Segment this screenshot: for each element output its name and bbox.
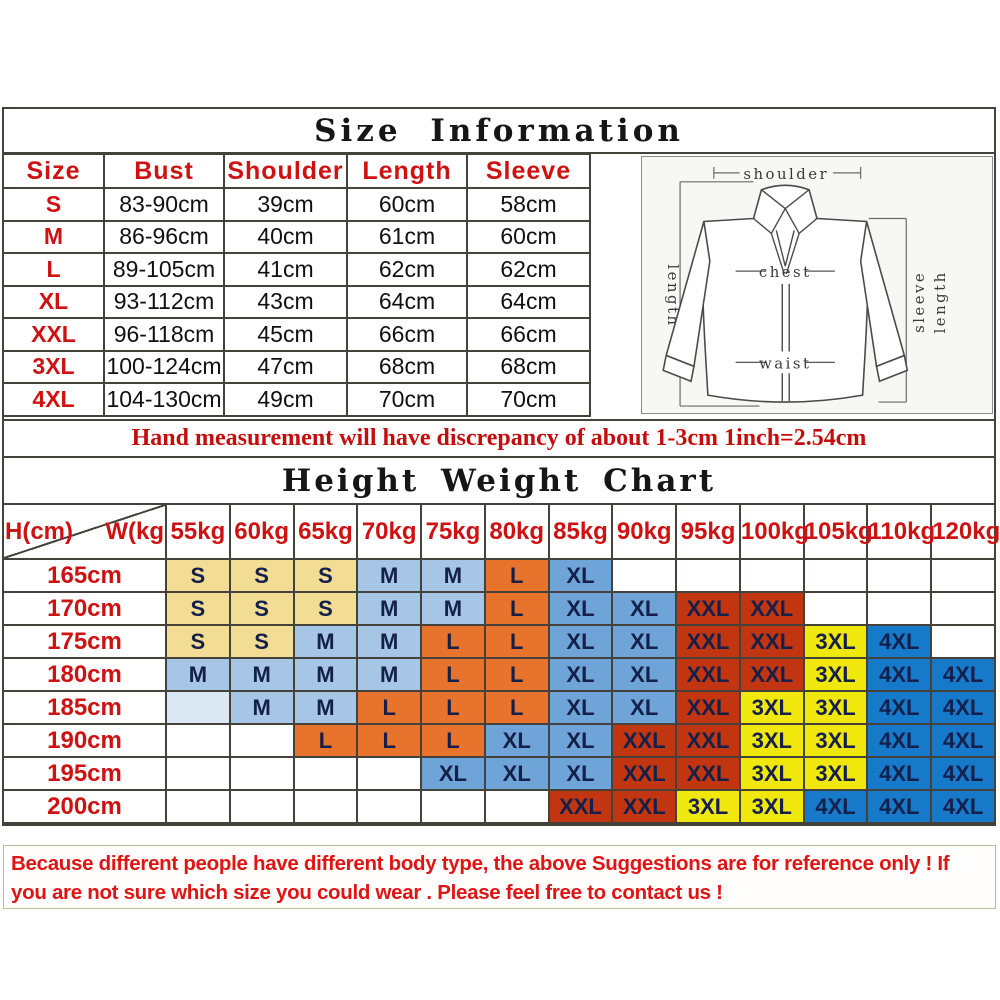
size-cell: 96-118cm (104, 318, 224, 351)
hw-row-label: 190cm (3, 724, 166, 757)
hw-cell: L (485, 625, 549, 658)
hw-cell: 4XL (867, 790, 931, 823)
hw-cell: XXL (612, 757, 676, 790)
hw-cell: 4XL (931, 790, 995, 823)
hw-cell: L (357, 691, 421, 724)
hw-cell (357, 757, 421, 790)
size-row-label: S (3, 188, 104, 221)
hw-cell: 3XL (804, 658, 868, 691)
size-cell: 58cm (467, 188, 590, 221)
hw-row-label: 175cm (3, 625, 166, 658)
hw-cell: XXL (549, 790, 613, 823)
size-table-row (3, 318, 590, 351)
hw-row-label: 200cm (3, 790, 166, 823)
hw-col-header: 110kg (867, 504, 931, 559)
hw-col-header: 95kg (676, 504, 740, 559)
size-cell: 86-96cm (104, 221, 224, 254)
size-cell: 49cm (224, 383, 347, 416)
size-cell: 89-105cm (104, 253, 224, 286)
size-table-row (3, 383, 590, 416)
size-table-body (3, 188, 590, 416)
size-cell: 68cm (467, 351, 590, 384)
hw-cell (804, 592, 868, 625)
hw-cell (166, 691, 230, 724)
hw-cell (740, 559, 804, 592)
hw-cell: S (166, 592, 230, 625)
footer-disclaimer (3, 845, 996, 909)
size-cell: 62cm (467, 253, 590, 286)
size-cell: 60cm (347, 188, 467, 221)
size-row-label: XL (3, 286, 104, 319)
hw-cell (485, 790, 549, 823)
hw-cell: M (357, 625, 421, 658)
size-cell: 45cm (224, 318, 347, 351)
hw-cell: XL (612, 691, 676, 724)
hw-cell: XL (485, 724, 549, 757)
hw-cell: M (357, 559, 421, 592)
hw-cell: XL (421, 757, 485, 790)
hw-row (3, 757, 995, 790)
hw-cell (867, 559, 931, 592)
hw-col-header: 65kg (294, 504, 358, 559)
size-cell: 83-90cm (104, 188, 224, 221)
hw-cell: 3XL (740, 757, 804, 790)
size-col-header: Sleeve (467, 154, 590, 188)
hw-row-label: 165cm (3, 559, 166, 592)
size-table-row (3, 351, 590, 384)
hw-cell (166, 724, 230, 757)
hw-cell: 3XL (676, 790, 740, 823)
size-col-header: Bust (104, 154, 224, 188)
hw-col-header: 120kg (931, 504, 995, 559)
hw-row-label: 180cm (3, 658, 166, 691)
size-cell: 41cm (224, 253, 347, 286)
hw-row (3, 559, 995, 592)
hw-cell: M (294, 625, 358, 658)
hw-cell (294, 790, 358, 823)
hw-cell: 4XL (867, 757, 931, 790)
size-cell: 47cm (224, 351, 347, 384)
hw-cell: 4XL (867, 691, 931, 724)
hw-cell: M (294, 691, 358, 724)
length-label: length (664, 264, 683, 328)
hw-row-label: 185cm (3, 691, 166, 724)
hw-cell: XL (549, 592, 613, 625)
hw-cell (931, 592, 995, 625)
hw-cell: XL (485, 757, 549, 790)
size-table-row (3, 286, 590, 319)
hw-cell: XXL (676, 625, 740, 658)
hw-cell: M (421, 559, 485, 592)
hw-cell: 3XL (740, 790, 804, 823)
hw-cell: 3XL (740, 724, 804, 757)
hw-row (3, 724, 995, 757)
hw-col-axis-label: W(kg (105, 517, 164, 545)
size-cell: 64cm (347, 286, 467, 319)
size-cell: 70cm (347, 383, 467, 416)
hw-col-header: 105kg (804, 504, 868, 559)
size-cell: 62cm (347, 253, 467, 286)
size-cell: 68cm (347, 351, 467, 384)
hw-cell: M (230, 691, 294, 724)
hw-cell: XXL (676, 724, 740, 757)
size-col-header: Shoulder (224, 154, 347, 188)
hw-cell (294, 757, 358, 790)
hw-row-label: 195cm (3, 757, 166, 790)
hw-cell: L (421, 625, 485, 658)
size-col-header: Size (3, 154, 104, 188)
hw-cell: S (294, 592, 358, 625)
hw-cell: L (294, 724, 358, 757)
size-info-title-row (4, 109, 994, 154)
hw-cell (166, 757, 230, 790)
shirt-measurement-diagram (642, 157, 992, 413)
hw-cell: XXL (676, 691, 740, 724)
hw-cell: L (485, 691, 549, 724)
hw-cell: XXL (740, 625, 804, 658)
size-cell: 104-130cm (104, 383, 224, 416)
hw-cell (676, 559, 740, 592)
hw-row (3, 625, 995, 658)
hw-cell: 3XL (804, 625, 868, 658)
hw-cell: XXL (612, 724, 676, 757)
hw-cell: XXL (676, 592, 740, 625)
hw-row (3, 658, 995, 691)
hw-cell: 3XL (804, 691, 868, 724)
hw-cell: M (230, 658, 294, 691)
hw-cell: S (166, 559, 230, 592)
hw-cell: XL (549, 559, 613, 592)
sleeve-label: sleeve (910, 270, 929, 333)
size-col-header: Length (347, 154, 467, 188)
hw-chart-title: Height Weight Chart (281, 462, 717, 499)
size-row-label: XXL (3, 318, 104, 351)
hw-cell: 3XL (804, 757, 868, 790)
hw-cell: M (357, 592, 421, 625)
hw-cell: XXL (676, 658, 740, 691)
hw-cell (421, 790, 485, 823)
size-row-label: 4XL (3, 383, 104, 416)
hw-cell: 4XL (867, 724, 931, 757)
note-row (4, 419, 994, 458)
hw-cell: S (230, 592, 294, 625)
hw-col-header: 75kg (421, 504, 485, 559)
hw-cell: XL (549, 625, 613, 658)
size-row-label: M (3, 221, 104, 254)
hw-cell: L (485, 592, 549, 625)
size-cell: 61cm (347, 221, 467, 254)
hw-row (3, 592, 995, 625)
hw-cell (804, 559, 868, 592)
hw-cell: 3XL (804, 724, 868, 757)
hw-cell: 4XL (931, 724, 995, 757)
hw-cell: M (294, 658, 358, 691)
hw-col-header: 100kg (740, 504, 804, 559)
size-cell: 70cm (467, 383, 590, 416)
chest-label: chest (758, 263, 812, 282)
size-cell: 40cm (224, 221, 347, 254)
hw-cell: 4XL (867, 625, 931, 658)
hw-cell: 4XL (867, 658, 931, 691)
hw-col-header: 90kg (612, 504, 676, 559)
hw-cell: 4XL (931, 757, 995, 790)
hw-cell (230, 790, 294, 823)
hw-cell: L (421, 691, 485, 724)
size-cell: 66cm (347, 318, 467, 351)
hw-cell: XL (549, 691, 613, 724)
hw-cell: S (230, 559, 294, 592)
hw-cell: S (294, 559, 358, 592)
footer-line-2: you are not sure which size you could wear . Please feel free to contact us ! (11, 881, 723, 904)
hw-cell: L (357, 724, 421, 757)
hw-title-row (4, 458, 994, 503)
size-table (2, 153, 591, 417)
hw-cell: XXL (676, 757, 740, 790)
hw-cell (612, 559, 676, 592)
hw-cell (931, 559, 995, 592)
size-row-label: L (3, 253, 104, 286)
hw-cell: 4XL (931, 658, 995, 691)
hw-row (3, 790, 995, 823)
hw-col-header: 80kg (485, 504, 549, 559)
hw-col-header: 85kg (549, 504, 613, 559)
page-title: Size Information (314, 112, 684, 149)
hw-cell: XL (549, 757, 613, 790)
hw-cell: XL (549, 658, 613, 691)
hw-cell: L (485, 559, 549, 592)
hw-col-header: 55kg (166, 504, 230, 559)
size-table-row (3, 221, 590, 254)
hw-corner-cell (3, 504, 166, 559)
hw-col-header: 60kg (230, 504, 294, 559)
hw-cell: M (166, 658, 230, 691)
hw-col-header: 70kg (357, 504, 421, 559)
measurement-note: Hand measurement will have discrepancy of about 1-3cm 1inch=2.54cm (131, 425, 867, 451)
shirt-diagram-box (641, 156, 993, 414)
hw-cell (867, 592, 931, 625)
hw-cell: L (421, 724, 485, 757)
footer-line-1: Because different people have different body type, the above Suggestions are for reference only ! If (11, 852, 950, 875)
size-cell: 60cm (467, 221, 590, 254)
hw-body (3, 559, 995, 823)
hw-cell (357, 790, 421, 823)
size-table-header-row (3, 154, 590, 188)
size-cell: 100-124cm (104, 351, 224, 384)
hw-cell: XXL (740, 592, 804, 625)
shoulder-label: shoulder (743, 164, 830, 183)
hw-cell: XL (612, 625, 676, 658)
hw-cell: XXL (740, 658, 804, 691)
size-cell: 64cm (467, 286, 590, 319)
hw-cell (931, 625, 995, 658)
hw-cell: 4XL (931, 691, 995, 724)
sleeve-length-label: length (931, 270, 949, 334)
hw-header-row (3, 504, 995, 559)
height-weight-table (2, 503, 1000, 824)
hw-cell: 4XL (804, 790, 868, 823)
hw-row-axis-label: H(cm) (5, 517, 74, 545)
hw-cell: 3XL (740, 691, 804, 724)
hw-cell: L (485, 658, 549, 691)
size-row-label: 3XL (3, 351, 104, 384)
hw-cell: S (230, 625, 294, 658)
size-table-row (3, 188, 590, 221)
hw-cell (230, 724, 294, 757)
size-chart-sheet (2, 107, 1000, 826)
top-section (4, 154, 994, 419)
size-cell: 43cm (224, 286, 347, 319)
size-cell: 39cm (224, 188, 347, 221)
hw-cell: XL (612, 592, 676, 625)
hw-row (3, 691, 995, 724)
hw-cell: XL (549, 724, 613, 757)
size-table-row (3, 253, 590, 286)
hw-cell: XXL (612, 790, 676, 823)
waist-label: waist (759, 354, 812, 373)
hw-row-label: 170cm (3, 592, 166, 625)
size-cell: 66cm (467, 318, 590, 351)
size-cell: 93-112cm (104, 286, 224, 319)
hw-cell: L (421, 658, 485, 691)
hw-cell (166, 790, 230, 823)
hw-cell (230, 757, 294, 790)
hw-cell: M (357, 658, 421, 691)
hw-cell: XL (612, 658, 676, 691)
hw-cell: M (421, 592, 485, 625)
hw-cell: S (166, 625, 230, 658)
